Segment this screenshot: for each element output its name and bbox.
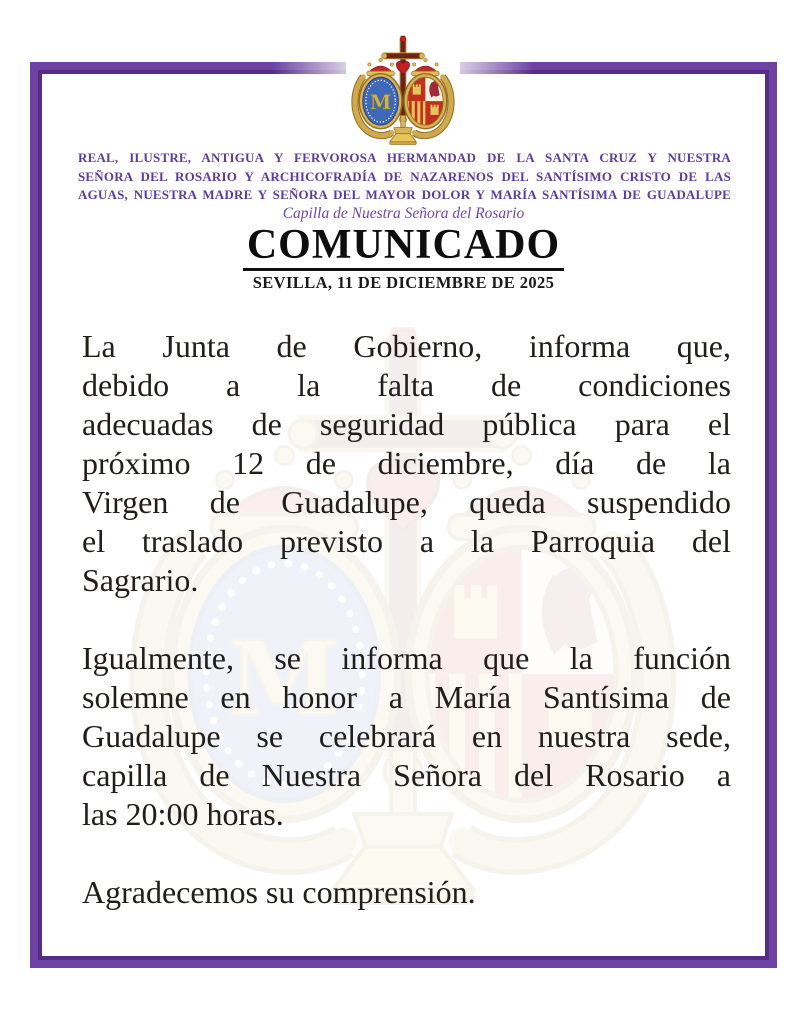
organization-name (78, 149, 731, 205)
paragraph-line: debido a la falta de condiciones (82, 367, 731, 403)
coat-of-arms-icon (349, 34, 457, 148)
paragraph-line: solemne en honor a María Santísima de (82, 679, 731, 715)
paragraph-line: Agradecemos su comprensión. (82, 874, 476, 910)
organization-name-line: AGUAS, NUESTRA MADRE Y SEÑORA DEL MAYOR DOLOR Y MARÍA SANTÍSIMA DE GUADALUPE (78, 187, 731, 202)
organization-name-line: REAL, ILUSTRE, ANTIGUA Y FERVOROSA HERMANDAD DE LA SANTA CRUZ Y NUESTRA (78, 150, 731, 165)
paragraph-line: capilla de Nuestra Señora del Rosario a (82, 757, 731, 793)
paragraph (82, 327, 731, 600)
paragraph-line: La Junta de Gobierno, informa que, (82, 328, 731, 364)
coat-of-arms (346, 32, 460, 150)
paragraph-line: próximo 12 de diciembre, día de la (82, 445, 731, 481)
paragraph-line: Igualmente, se informa que la función (82, 640, 731, 676)
paragraph-line: el traslado previsto a la Parroquia del (82, 523, 731, 559)
paragraph (82, 639, 731, 834)
paragraph (82, 873, 731, 912)
paragraph-line: Virgen de Guadalupe, queda suspendido (82, 484, 731, 520)
announcement-body (82, 327, 731, 912)
title-row (30, 224, 777, 271)
dateline: SEVILLA, 11 DE DICIEMBRE DE 2025 (252, 273, 555, 292)
announcement-title: COMUNICADO (243, 224, 564, 271)
paragraph-line: las 20:00 horas. (82, 796, 284, 832)
paragraph-line: Sagrario. (82, 562, 199, 598)
paragraph-line: adecuadas de seguridad pública para el (82, 406, 731, 442)
organization-name-line: SEÑORA DEL ROSARIO Y ARCHICOFRADÍA DE NAZARENOS DEL SANTÍSIMO CRISTO DE LAS (78, 168, 731, 184)
chapel-subtitle: Capilla de Nuestra Señora del Rosario (282, 205, 525, 222)
paragraph-line: Guadalupe se celebrará en nuestra sede, (82, 718, 731, 754)
